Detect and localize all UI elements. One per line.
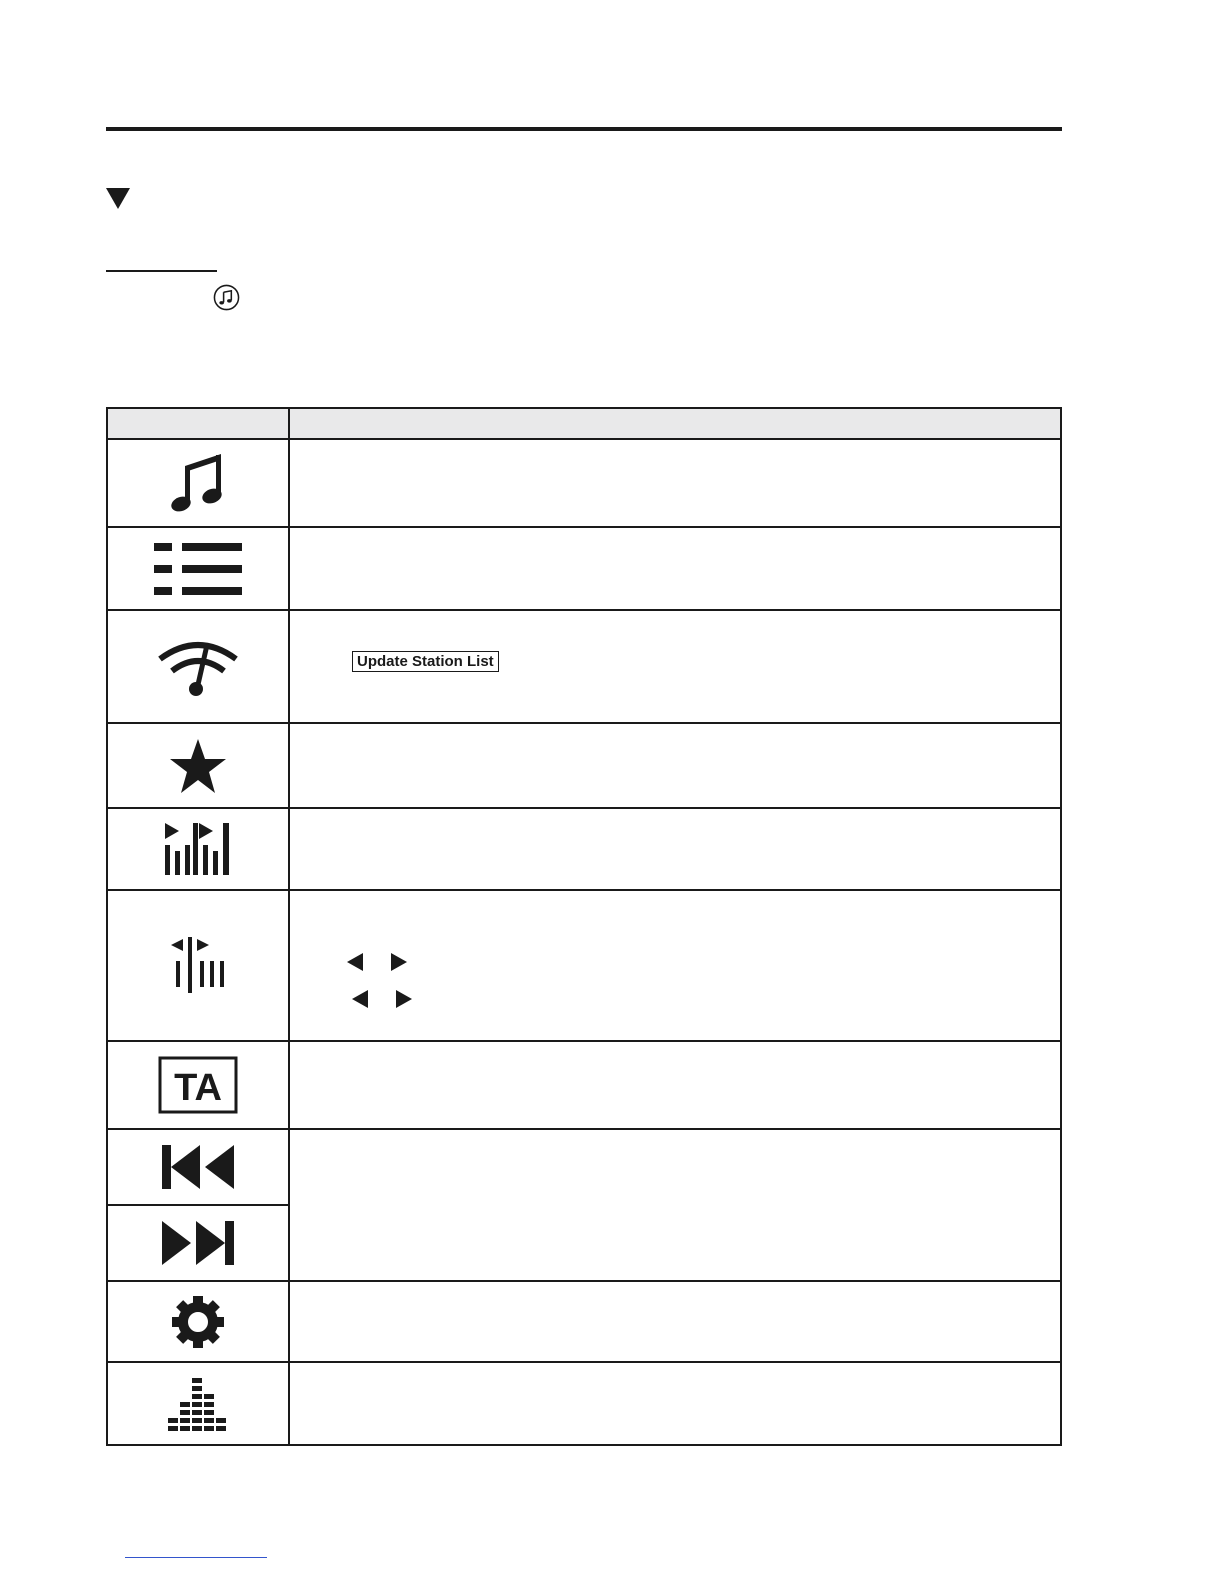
description-cell (289, 1129, 1061, 1281)
description-cell (289, 1281, 1061, 1362)
music-button-icon (213, 284, 240, 311)
list-icon (152, 541, 244, 597)
subheading-underline (106, 270, 217, 272)
previous-track-icon (160, 1143, 236, 1191)
table-row (107, 1129, 1061, 1205)
description-cell (289, 723, 1061, 808)
footer-link-underline[interactable] (125, 1557, 267, 1558)
table-row (107, 808, 1061, 890)
icon-cell (107, 890, 289, 1041)
description-cell (289, 890, 1061, 1041)
description-cell (289, 527, 1061, 610)
icon-cell (107, 723, 289, 808)
tune-icon (169, 937, 227, 995)
controls-table (106, 407, 1062, 1446)
favorite-star-icon (168, 737, 228, 795)
table-header-row (107, 408, 1061, 439)
description-cell (289, 1041, 1061, 1129)
top-rule (106, 127, 1062, 131)
icon-cell (107, 1041, 289, 1129)
equalizer-icon (166, 1376, 230, 1432)
settings-gear-icon (170, 1294, 226, 1350)
ta-icon-text: TA (174, 1067, 222, 1109)
icon-cell (107, 610, 289, 723)
table-row (107, 439, 1061, 527)
icon-cell (107, 527, 289, 610)
left-right-arrows-icon (345, 951, 409, 973)
scan-icon (163, 821, 233, 877)
section-marker-icon (106, 188, 130, 209)
table-row (107, 1281, 1061, 1362)
music-note-icon (170, 452, 226, 514)
table-row (107, 1362, 1061, 1445)
icon-column-header (107, 408, 289, 439)
next-track-icon (160, 1219, 236, 1267)
table-row (107, 1041, 1061, 1129)
description-cell (289, 610, 1061, 723)
icon-cell (107, 439, 289, 527)
traffic-announcement-icon (158, 1056, 238, 1114)
signal-strength-icon (156, 637, 240, 697)
table-row (107, 890, 1061, 1041)
table-row (107, 723, 1061, 808)
description-cell (289, 808, 1061, 890)
table-row (107, 527, 1061, 610)
left-right-arrows-icon (350, 988, 414, 1010)
icon-cell (107, 1205, 289, 1281)
icon-cell (107, 1362, 289, 1445)
description-cell (289, 1362, 1061, 1445)
description-cell (289, 439, 1061, 527)
icon-cell (107, 808, 289, 890)
table-row (107, 610, 1061, 723)
description-column-header (289, 408, 1061, 439)
icon-cell (107, 1281, 289, 1362)
icon-cell (107, 1129, 289, 1205)
update-station-list-button[interactable]: Update Station List (352, 651, 499, 672)
